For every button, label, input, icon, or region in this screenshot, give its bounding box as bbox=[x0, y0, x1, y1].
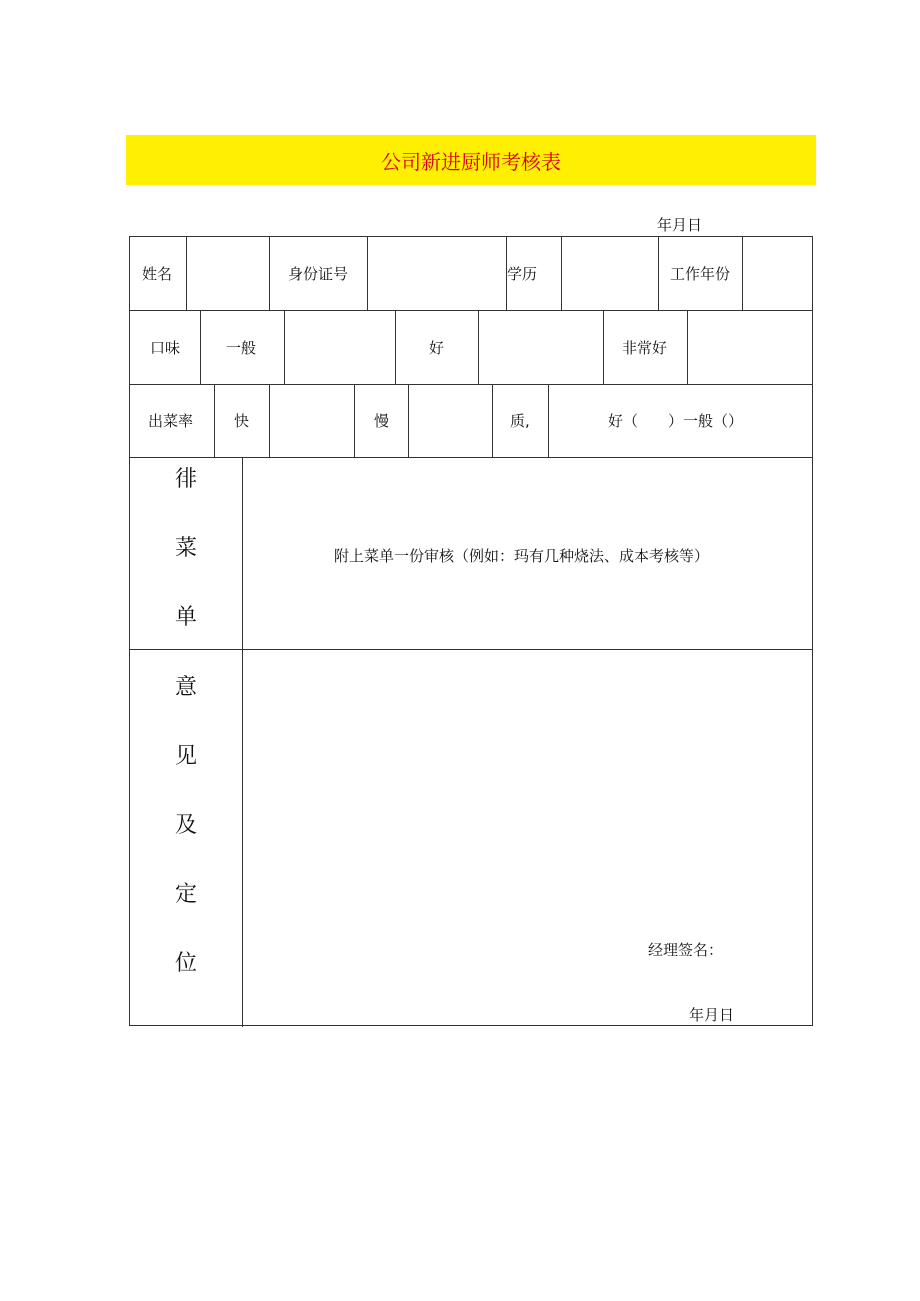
opinion-section-heading bbox=[130, 673, 242, 1018]
menu-section-heading bbox=[130, 465, 242, 672]
education-label: 学历 bbox=[507, 265, 538, 283]
name-label: 姓名 bbox=[142, 265, 173, 283]
col-divider bbox=[478, 310, 479, 384]
id-number-label: 身份证号 bbox=[288, 265, 349, 283]
col-divider bbox=[687, 310, 688, 384]
menu-note: 附上菜单一份审核（例如：玛有几种烧法、成本考核等） bbox=[334, 547, 710, 565]
menu-heading-char: 徘 bbox=[174, 467, 197, 492]
rate-option-fast: 快 bbox=[234, 412, 250, 430]
opinion-heading-char: 定 bbox=[174, 882, 197, 907]
menu-heading-char: 菜 bbox=[174, 536, 197, 561]
col-divider bbox=[395, 310, 396, 384]
opinion-heading-char: 位 bbox=[174, 951, 197, 976]
title-banner bbox=[126, 135, 816, 185]
col-divider bbox=[214, 384, 215, 457]
col-divider bbox=[742, 237, 743, 310]
col-divider bbox=[492, 384, 493, 457]
quality-options: 好（ ）一般（） bbox=[608, 412, 744, 430]
col-divider bbox=[186, 237, 187, 310]
col-divider bbox=[408, 384, 409, 457]
header-date: 年月日 bbox=[657, 216, 703, 234]
col-divider bbox=[548, 384, 549, 457]
page-title: 公司新进厨师考核表 bbox=[381, 149, 561, 174]
signature-date: 年月日 bbox=[689, 1006, 735, 1024]
serving-rate-label: 出菜率 bbox=[148, 412, 194, 430]
work-years-label: 工作年份 bbox=[670, 265, 731, 283]
assessment-table bbox=[129, 236, 813, 1026]
col-divider bbox=[269, 237, 270, 310]
taste-option-good: 好 bbox=[429, 338, 445, 357]
manager-signature-label: 经理签名： bbox=[648, 941, 724, 959]
rate-option-slow: 慢 bbox=[374, 412, 390, 430]
taste-option-normal: 一般 bbox=[226, 338, 257, 357]
col-divider bbox=[658, 237, 659, 310]
col-divider bbox=[200, 310, 201, 384]
taste-option-very-good: 非常好 bbox=[622, 338, 668, 357]
opinion-heading-char: 及 bbox=[174, 813, 197, 838]
col-divider bbox=[242, 457, 243, 1027]
col-divider bbox=[284, 310, 285, 384]
opinion-heading-char: 意 bbox=[174, 675, 197, 700]
col-divider bbox=[269, 384, 270, 457]
col-divider bbox=[367, 237, 368, 310]
menu-heading-char: 单 bbox=[174, 605, 197, 630]
quality-label: 质, bbox=[510, 412, 530, 430]
col-divider bbox=[561, 237, 562, 310]
col-divider bbox=[354, 384, 355, 457]
row-divider bbox=[130, 457, 812, 458]
col-divider bbox=[603, 310, 604, 384]
taste-label: 口味 bbox=[150, 338, 181, 357]
opinion-heading-char: 见 bbox=[174, 744, 197, 769]
